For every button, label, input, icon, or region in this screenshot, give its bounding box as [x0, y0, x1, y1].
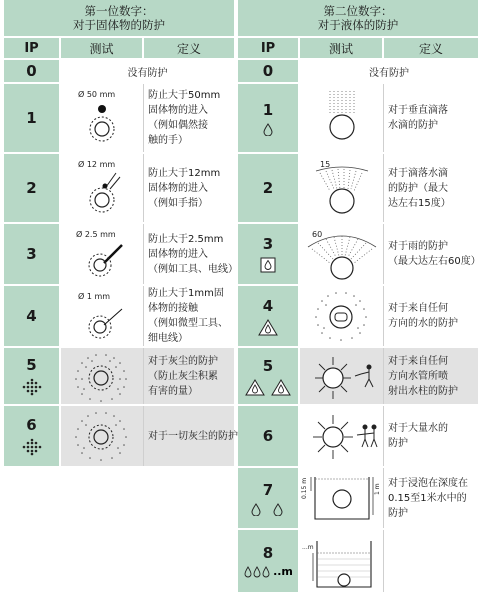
solid-ip-cell	[4, 406, 61, 466]
dust-grid-icon	[21, 378, 43, 396]
liquid-row-4	[238, 286, 478, 348]
liquid-test-cell	[300, 154, 384, 222]
enclosure-sphere-icon	[323, 368, 343, 388]
liquid-ip-cell	[238, 286, 300, 346]
liquid-header-subtitle: 对于液体的防护	[317, 18, 399, 32]
drop-in-square-icon	[260, 257, 276, 273]
solid-row-4	[4, 286, 234, 348]
multi-drop-icon	[243, 565, 293, 578]
solid-ip-number: 3	[26, 245, 37, 263]
opening-inner-icon	[95, 122, 109, 136]
probe-size-label: Ø 50 mm	[78, 90, 116, 99]
liquid-col-ip: IP	[238, 38, 300, 58]
two-persons-with-hose-icon	[357, 425, 377, 447]
depth-max-label: 1 m	[373, 483, 381, 495]
liquid-ip-cell	[238, 530, 300, 592]
solid-ip-number: 1	[26, 109, 37, 127]
liquid-definition: 对于大量水的 防护	[388, 423, 448, 449]
solid-header-subtitle: 对于固体物的防护	[73, 18, 165, 32]
water-jet-diagram	[301, 349, 383, 403]
liquid-test-cell	[300, 286, 384, 346]
solid-col-ip: IP	[4, 38, 61, 58]
liquid-ip-number: 3	[262, 235, 274, 253]
depth-unit-label: ..m	[273, 565, 293, 578]
solid-column-headers	[4, 38, 234, 60]
solid-header	[4, 0, 234, 38]
liquid-ip-number: 6	[262, 427, 274, 445]
tool-probe-icon	[104, 245, 122, 263]
finger-probe-diagram	[62, 155, 142, 221]
liquid-definition: 对于雨的防护 （最大达左右60度）	[388, 241, 481, 267]
solid-ip-cell	[4, 224, 61, 284]
liquid-test-cell	[300, 348, 384, 404]
opening-outer-icon	[89, 316, 111, 338]
enclosure-sphere-icon	[330, 189, 354, 213]
liquid-test-cell	[300, 468, 384, 528]
splash-diagram	[302, 287, 382, 345]
solid-ip-number: 4	[26, 307, 37, 325]
liquid-ip-cell	[238, 84, 300, 152]
solid-ip-cell	[4, 154, 61, 222]
solid-ip-cell	[4, 60, 61, 82]
liquid-definition	[384, 530, 478, 592]
solid-ip-cell	[4, 348, 61, 404]
solid-row-5	[4, 348, 234, 406]
enclosure-sphere-icon	[333, 490, 351, 508]
liquid-definition: 对于垂直滴落 水滴的防护	[388, 105, 448, 131]
solid-test-cell	[61, 224, 144, 284]
liquid-row-8	[238, 530, 478, 594]
drops-icon	[243, 566, 271, 578]
opening-inner-icon	[94, 259, 106, 271]
solid-definition: 对于一切灰尘的防护	[144, 406, 234, 466]
liquid-column-headers	[238, 38, 478, 60]
liquid-test-cell	[300, 224, 384, 284]
liquid-definition: 对于来自任何 方向水管所喷 射出水柱的防护	[384, 348, 478, 404]
solid-definition: 防止大于1mm固 体物的接触 （例如微型工具、 细电线）	[148, 288, 228, 344]
liquid-row-2	[238, 154, 478, 224]
solid-test-cell	[61, 154, 144, 222]
angle-label: 15	[319, 160, 330, 169]
double-drop-icon	[248, 503, 288, 516]
probe-size-label: Ø 1 mm	[78, 292, 111, 301]
liquid-ip-number: 1	[262, 100, 274, 119]
solid-row-6	[4, 406, 238, 468]
solid-definition: 防止大于50mm 固体物的进入 （例如偶然接 触的手）	[148, 90, 221, 146]
liquid-ip-number: 0	[262, 62, 274, 80]
solid-test-cell	[61, 286, 144, 346]
angle-label: 60	[311, 230, 322, 239]
dust-chamber-diagram	[62, 349, 142, 403]
powerful-jet-diagram	[301, 407, 383, 465]
depth-label: ...m	[301, 544, 314, 551]
deep-immersion-diagram	[301, 531, 383, 591]
enclosure-sphere-icon	[330, 115, 354, 139]
liquid-ip-cell	[238, 60, 300, 82]
solid-protection-table	[4, 0, 238, 468]
drip-lines	[320, 169, 362, 191]
solid-ip-number: 0	[26, 62, 37, 80]
enclosure-sphere-icon	[338, 574, 350, 586]
dust-tight-diagram	[62, 407, 142, 465]
liquid-col-def: 定义	[418, 41, 443, 56]
wire-probe-icon	[104, 309, 122, 325]
solid-row-3	[4, 224, 238, 286]
solid-ip-cell	[4, 84, 61, 152]
liquid-test-cell	[300, 406, 384, 466]
opening-inner-icon	[94, 430, 108, 444]
solid-ip-number: 2	[26, 179, 37, 197]
liquid-ip-number: 4	[262, 296, 274, 315]
dust-grid-icon	[21, 438, 43, 456]
probe-size-label: Ø 12 mm	[78, 160, 116, 169]
enclosure-sphere-icon	[323, 427, 343, 447]
solid-definition: 防止大于12mm 固体物的进入 （例如手指）	[148, 167, 221, 209]
tool-probe-diagram	[62, 225, 142, 283]
solid-ip-number: 5	[26, 356, 37, 374]
double-drop-triangle-icon	[245, 379, 291, 396]
solid-header-title: 第一位数字：	[84, 4, 154, 18]
opening-inner-icon	[94, 321, 106, 333]
opening-outer-icon	[90, 188, 114, 212]
liquid-full-definition: 没有防护	[369, 67, 409, 79]
solid-col-def: 定义	[176, 41, 201, 56]
liquid-ip-cell	[238, 154, 300, 222]
liquid-ip-cell	[238, 406, 300, 466]
solid-row-2	[4, 154, 234, 224]
solid-ip-cell	[4, 286, 61, 346]
dust-particles	[75, 354, 127, 402]
vertical-drip-diagram	[302, 85, 382, 151]
depth-min-label: 0.15 m	[300, 477, 308, 499]
rain-spray-diagram	[302, 225, 382, 283]
solid-row-0	[4, 60, 234, 84]
angled-drip-diagram	[302, 155, 382, 221]
opening-inner-icon	[94, 371, 108, 385]
sphere-probe-diagram	[62, 85, 142, 151]
liquid-test-cell	[300, 530, 384, 592]
liquid-row-3	[238, 224, 481, 286]
liquid-test-cell	[300, 84, 384, 152]
liquid-protection-table	[238, 0, 481, 594]
solid-test-cell	[61, 84, 144, 152]
liquid-header	[238, 0, 478, 38]
opening-outer-icon	[89, 366, 113, 390]
liquid-definition: 对于浸泡在深度在 0.15至1米水中的 防护	[388, 477, 468, 519]
wire-probe-diagram	[62, 287, 142, 345]
liquid-row-1	[238, 84, 478, 154]
probe-size-label: Ø 2.5 mm	[76, 230, 116, 239]
liquid-ip-cell	[238, 348, 300, 404]
liquid-ip-cell	[238, 224, 300, 284]
liquid-row-0	[238, 60, 478, 84]
liquid-definition: 对于来自任何 方向的水的防护	[388, 303, 458, 329]
opening-outer-icon	[90, 117, 114, 141]
solid-col-test: 测试	[61, 38, 144, 58]
liquid-definition: 对于滴落水滴 的防护（最大 达左右15度）	[388, 167, 451, 209]
immersion-diagram	[301, 469, 383, 527]
solid-test-cell	[61, 406, 144, 466]
solid-definition: 防止大于2.5mm 固体物的进入 （例如工具、电线）	[148, 233, 238, 275]
opening-outer-icon	[89, 425, 113, 449]
liquid-row-6	[238, 406, 478, 468]
liquid-row-7	[238, 468, 478, 530]
solid-definition: 对于灰尘的防护 （防止灰尘积累 有害的量）	[144, 348, 234, 404]
solid-test-cell	[61, 348, 144, 404]
finger-icon	[106, 173, 120, 189]
dust-particles	[75, 412, 127, 461]
opening-outer-icon	[89, 254, 111, 276]
water-drop-icon	[263, 123, 273, 136]
liquid-ip-number: 7	[262, 480, 274, 499]
person-with-hose-icon	[355, 365, 373, 387]
probe-ball-icon	[98, 105, 106, 113]
liquid-ip-cell	[238, 468, 300, 528]
enclosure-sphere-icon	[331, 257, 353, 279]
liquid-ip-number: 5	[262, 356, 274, 375]
enclosure-sphere-icon	[330, 306, 352, 328]
drop-in-triangle-icon	[258, 319, 278, 336]
liquid-ip-number: 2	[262, 179, 274, 197]
solid-full-definition: 没有防护	[127, 67, 168, 79]
liquid-header-title: 第二位数字：	[323, 4, 393, 18]
drip-lines	[330, 91, 354, 115]
liquid-col-test: 测试	[300, 38, 384, 58]
liquid-row-5	[238, 348, 478, 406]
opening-inner-icon	[95, 193, 109, 207]
solid-ip-number: 6	[26, 416, 37, 434]
solid-row-1	[4, 84, 234, 154]
liquid-ip-number: 8	[262, 544, 274, 562]
